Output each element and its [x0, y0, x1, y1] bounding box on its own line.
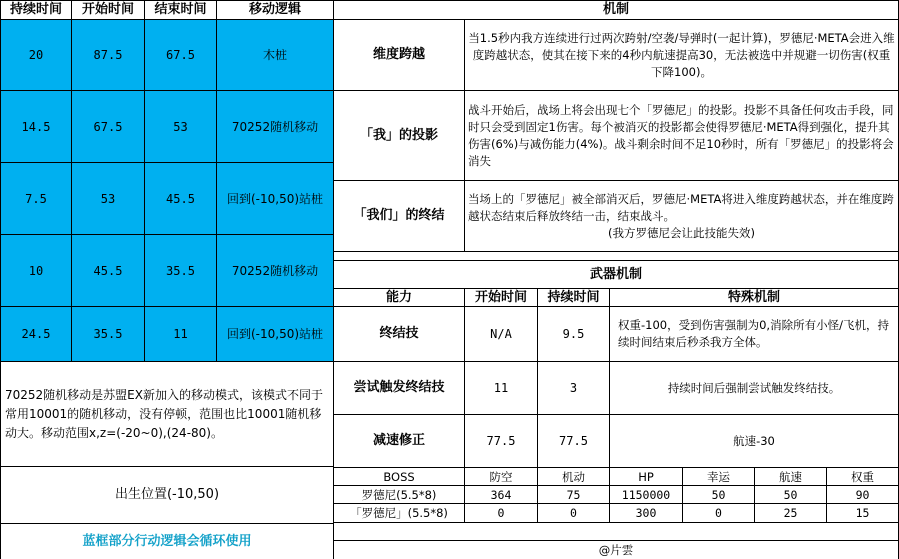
boss-header-aa: 防空 — [465, 468, 538, 486]
row-1-logic: 木桩 — [217, 20, 334, 91]
row-2-logic: 70252随机移动 — [217, 91, 334, 163]
weapons-header-ability: 能力 — [334, 289, 465, 307]
row-5-start: 35.5 — [72, 307, 145, 362]
boss-2-name: 「罗德尼」(5.5*8) — [334, 504, 465, 523]
header-duration: 持续时间 — [0, 0, 72, 20]
boss-1-luck: 50 — [683, 486, 755, 504]
header-start: 开始时间 — [72, 0, 145, 20]
weapon-2-duration: 3 — [538, 362, 610, 415]
header-end: 结束时间 — [145, 0, 217, 20]
row-2-duration: 14.5 — [0, 91, 72, 163]
mech-3-name: 「我们」的终结 — [334, 181, 465, 252]
weapons-title: 武器机制 — [334, 261, 899, 289]
weapons-header-duration: 持续时间 — [538, 289, 610, 307]
mech-2-name: 「我」的投影 — [334, 91, 465, 181]
row-5-duration: 24.5 — [0, 307, 72, 362]
row-1-start: 87.5 — [72, 20, 145, 91]
weapon-1-special-text: 权重-100，受到伤害强制为0,消除所有小怪/飞机，持续时间结束后秒杀我方全体。 — [618, 318, 889, 349]
weapon-1-start: N/A — [465, 307, 538, 362]
move-note-text: 70252随机移动是苏盟EX新加入的移动模式，该模式不同于常用10001的随机移动，没有停顿，范围也比10001随机移动大。移动范围x,z=(-20~0),(24-80)。 — [5, 387, 323, 440]
row-2-end: 53 — [145, 91, 217, 163]
boss-1-hp: 1150000 — [610, 486, 683, 504]
weapon-3-name: 减速修正 — [334, 415, 465, 468]
row-3-logic: 回到(-10,50)站桩 — [217, 163, 334, 235]
boss-2-aa: 0 — [465, 504, 538, 523]
weapon-2-name: 尝试触发终结技 — [334, 362, 465, 415]
boss-2-weight: 15 — [827, 504, 899, 523]
boss-1-speed: 50 — [755, 486, 827, 504]
weapon-3-start: 77.5 — [465, 415, 538, 468]
boss-header-evasion: 机动 — [538, 468, 610, 486]
weapon-1-duration: 9.5 — [538, 307, 610, 362]
mech-3-desc-note: (我方罗德尼会让此技能失效) — [608, 225, 755, 240]
row-5-logic: 回到(-10,50)站桩 — [217, 307, 334, 362]
loop-note: 蓝框部分行动逻辑会循环使用 — [0, 524, 334, 559]
mech-3-desc — [465, 181, 899, 252]
mech-1-name: 维度跨越 — [334, 20, 465, 91]
move-note — [0, 362, 334, 467]
boss-header-boss: BOSS — [334, 468, 465, 486]
row-3-duration: 7.5 — [0, 163, 72, 235]
row-4-logic: 70252随机移动 — [217, 235, 334, 307]
row-1-end: 67.5 — [145, 20, 217, 91]
weapon-3-special: 航速-30 — [610, 415, 899, 468]
row-4-start: 45.5 — [72, 235, 145, 307]
mech-3-desc-text: 当场上的「罗德尼」被全部消灭后，罗德尼·META将进入维度跨越状态，并在维度跨越状态结束后释放终结一击，结束战斗。 — [468, 191, 894, 223]
row-4-duration: 10 — [0, 235, 72, 307]
mech-1-desc-text: 当1.5秒内我方连续进行过两次跨射/空袭/导弹时(一起计算)，罗德尼·META会进入维度跨越状态，使其在接下来的4秒内航速提高30，无法被选中并规避一切伤害(权重下降100)。 — [468, 30, 895, 79]
empty-row — [334, 523, 899, 541]
weapon-1-name: 终结技 — [334, 307, 465, 362]
boss-1-evasion: 75 — [538, 486, 610, 504]
boss-header-luck: 幸运 — [683, 468, 755, 486]
row-1-duration: 20 — [0, 20, 72, 91]
boss-2-hp: 300 — [610, 504, 683, 523]
boss-header-weight: 权重 — [827, 468, 899, 486]
mechanics-title: 机制 — [334, 0, 899, 20]
weapon-2-start: 11 — [465, 362, 538, 415]
weapon-3-duration: 77.5 — [538, 415, 610, 468]
mech-1-desc — [465, 20, 899, 91]
row-3-end: 45.5 — [145, 163, 217, 235]
weapon-2-special: 持续时间后强制尝试触发终结技。 — [610, 362, 899, 415]
spawn-position: 出生位置(-10,50) — [0, 467, 334, 524]
row-4-end: 35.5 — [145, 235, 217, 307]
mech-2-desc-text: 战斗开始后，战场上将会出现七个「罗德尼」的投影。投影不具备任何攻击手段，同时只会受到固定1伤害。每个被消灭的投影都会使得罗德尼·META得到强化，提升其伤害(6%)与减伤能力(4%)。战斗剩余时间不足10秒时，所有「罗德尼」的投影将会消失 — [468, 102, 894, 168]
boss-2-speed: 25 — [755, 504, 827, 523]
boss-2-luck: 0 — [683, 504, 755, 523]
weapons-header-start: 开始时间 — [465, 289, 538, 307]
mech-2-desc — [465, 91, 899, 181]
boss-1-weight: 90 — [827, 486, 899, 504]
weapons-header-special: 特殊机制 — [610, 289, 899, 307]
boss-1-name: 罗德尼(5.5*8) — [334, 486, 465, 504]
header-move-logic: 移动逻辑 — [217, 0, 334, 20]
boss-2-evasion: 0 — [538, 504, 610, 523]
row-5-end: 11 — [145, 307, 217, 362]
weapon-1-special — [610, 307, 899, 362]
row-3-start: 53 — [72, 163, 145, 235]
row-2-start: 67.5 — [72, 91, 145, 163]
boss-header-hp: HP — [610, 468, 683, 486]
credit: @片雲 — [334, 541, 899, 559]
boss-1-aa: 364 — [465, 486, 538, 504]
spacer-row — [334, 252, 899, 261]
boss-header-speed: 航速 — [755, 468, 827, 486]
